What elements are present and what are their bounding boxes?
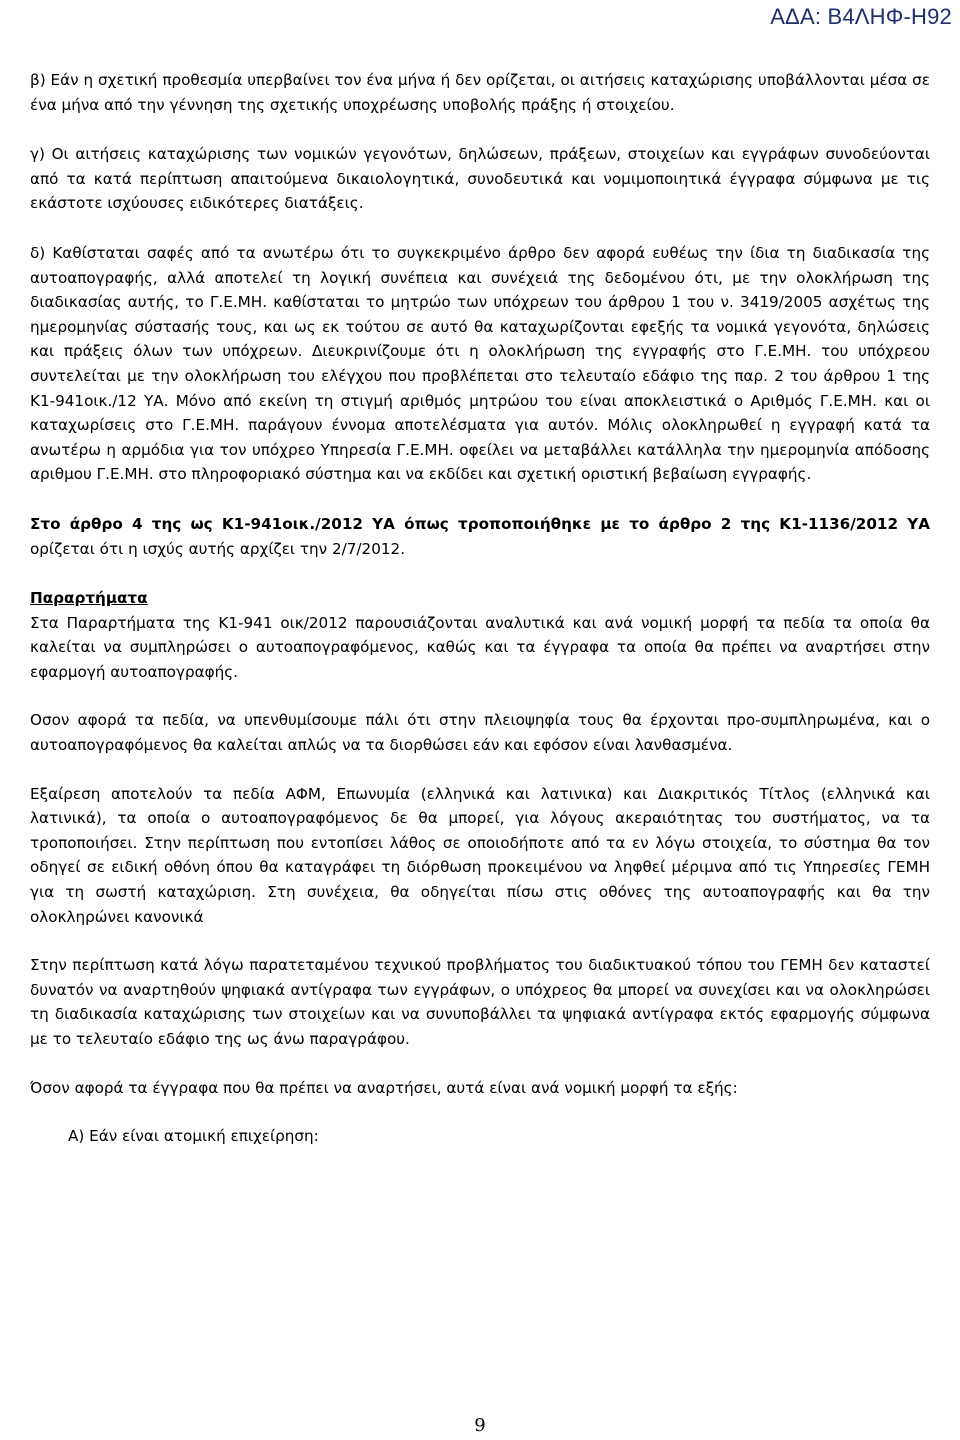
page-number: 9 — [474, 1415, 486, 1436]
annexes-heading: Παραρτήματα — [30, 589, 148, 608]
document-body — [30, 68, 930, 1149]
exception-paragraph: Εξαίρεση αποτελούν τα πεδία ΑΦΜ, Επωνυμία (ελληνικά και λατινικα) και Διακριτικός Τίτλος (ελληνικά και λατινικά), τα οποία ο αυτοαπογραφόμενος δε θα μπορεί, για λόγους ακεραιότητας του συστήματος, να τα τροποποιήσει. Στην περίπτωση που εντοπίσει λάθος σε οποιοδήποτε από τα εν λόγω στοιχεία, το σύστημα θα τον οδηγεί σε ειδική οθόνη όπου θα καταγράφει τη διόρθωση προκειμένου να ληφθεί μέριμνα από τις Υπηρεσίες ΓΕΜΗ για τη σωστή καταχώριση. Στη συνέχεια, θα οδηγείται πίσω στις οθόνες της αυτοαπογραφής και θα την ολοκληρώνει κανονικά — [30, 784, 930, 926]
paragraph-b: β) Εάν η σχετική προθεσμία υπερβαίνει τον ένα μήνα ή δεν ορίζεται, οι αιτήσεις καταχώρισης υποβάλλονται μέσα σε ένα μήνα από την γέννηση της σχετικής υποχρέωσης υποβολής πράξης ή στοιχείου. — [30, 71, 930, 114]
annexes-text: Στα Παραρτήματα της Κ1-941 οικ/2012 παρουσιάζονται αναλυτικά και ανά νομική μορφή τα πεδία τα οποία θα καλείται να συμπληρώσει ο αυτοαπογραφόμενος, καθώς και τα έγγραφα τα οποία θα πρέπει να αναρτήσει στην εφαρμογή αυτοαπογραφής. — [30, 613, 930, 681]
paragraph-c: γ) Οι αιτήσεις καταχώρισης των νομικών γεγονότων, δηλώσεων, πράξεων, στοιχείων και εγγράφων συνοδεύονται από τα κατά περίπτωση απαιτούμενα δικαιολογητικά, συνοδευτικά και νομιμοποιητικά έγγραφα σύμφωνα με τις εκάστοτε ισχύουσες ειδικότερες διατάξεις. — [30, 145, 930, 213]
fields-paragraph: Οσον αφορά τα πεδία, να υπενθυμίσουμε πάλι ότι στην πλειοψηφία τους θα έρχονται προ-συμπληρωμένα, και ο αυτοαπογραφόμενος θα καλείται απλώς να τα διορθώσει εάν και εφόσον είναι λανθασμένα. — [30, 711, 930, 755]
ada-code: ΑΔΑ: Β4ΛΗΦ-Η92 — [770, 4, 952, 29]
paragraph-d: δ) Καθίσταται σαφές από τα ανωτέρω ότι το συγκεκριμένο άρθρο δεν αφορά ευθέως την ίδια τη διαδικασία της αυτοαπογραφής, αλλά αποτελεί τη λογική συνέπεια και συνέχειά της δεδομένου ότι, με την ολοκλήρωση της διαδικασίας αυτής, το Γ.Ε.ΜΗ. καθίσταται το μητρώο των υπόχρεων του άρθρου 1 του ν. 3419/2005 ασχέτως της ημερομηνίας σύστασής τους, και ως εκ τούτου σε αυτό θα καταχωρίζονται εφεξής τα νομικά γεγονότα, δηλώσεις και πράξεις όλων των υπόχρεων. Διευκρινίζουμε ότι η ολοκλήρωση της εγγραφής στο Γ.Ε.ΜΗ. του υπόχρεου συντελείται με την ολοκλήρωση του ελέγχου που προβλέπεται στο τελευταίο εδάφιο της παρ. 2 του άρθρου 1 της Κ1-941οικ./12 ΥΑ. Μόνο από εκείνη τη στιγμή αριθμός μητρώου του είναι αποκλειστικά ο Αριθμός Γ.Ε.ΜΗ. και οι καταχωρίσεις στο Γ.Ε.ΜΗ. παράγουν έννομα αποτελέσματα για αυτόν. Μόλις ολοκληρωθεί η εγγραφή κατά τα ανωτέρω η αρμόδια για τον υπόχρεο Υπηρεσία Γ.Ε.ΜΗ. οφείλει να μεταβάλλει κατάλληλα την ημερομηνία απόδοσης αριθμου Γ.Ε.ΜΗ. στο πληροφοριακό σύστημα και να εκδίδει και σχετική οριστική βεβαίωση εγγραφής. — [30, 243, 930, 484]
article-4-bold: Στο άρθρο 4 της ως Κ1-941οικ./2012 ΥΑ όπως τροποποιήθηκε με το άρθρο 2 της Κ1-1136/2012 ΥΑ — [30, 514, 930, 533]
documents-intro: Όσον αφορά τα έγγραφα που θα πρέπει να αναρτήσει, αυτά είναι ανά νομική μορφή τα εξής: — [30, 1078, 738, 1097]
article-4-rest: ορίζεται ότι η ισχύς αυτής αρχίζει την 2/7/2012. — [30, 539, 406, 558]
technical-problem-paragraph: Στην περίπτωση κατά λόγω παρατεταμένου τεχνικού προβλήματος του διαδικτυακού τόπου του ΓΕΜΗ δεν καταστεί δυνατόν να αναρτηθούν ψηφιακά αντίγραφα των εγγράφων, ο υπόχρεος θα μπορεί να συνεχίσει και να ολοκληρώσει τη διαδικασία καταχώρισης των στοιχείων και να συνυποβάλλει τα ψηφιακά αντίγραφα εκτός εφαρμογής σύμφωνα με το τελευταίο εδάφιο της ως άνω παραγράφου. — [30, 956, 930, 1048]
article-4-paragraph — [30, 512, 930, 561]
sole-proprietor-item: Α) Εάν είναι ατομική επιχείρηση: — [68, 1127, 319, 1146]
